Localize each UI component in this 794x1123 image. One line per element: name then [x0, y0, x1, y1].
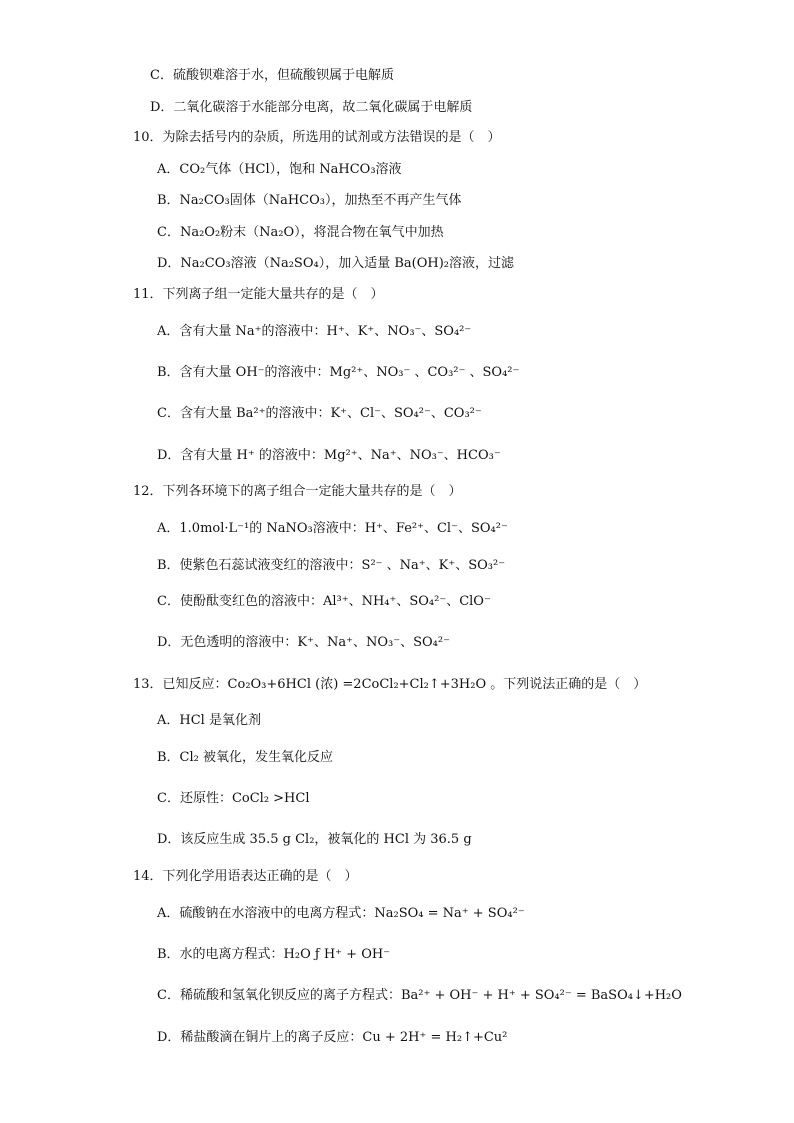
q9-option-d: D．二氧化碳溶于水能部分电离，故二氧化碳属于电解质	[150, 100, 473, 115]
q12-option-a: A．1.0mol·L⁻¹的 NaNO₃溶液中：H⁺、Fe²⁺、Cl⁻、SO₄²⁻	[157, 521, 508, 536]
q14-option-a: A．硫酸钠在水溶液中的电离方程式：Na₂SO₄ = Na⁺ + SO₄²⁻	[157, 906, 525, 921]
q13-option-c: C．还原性：CoCl₂ >HCl	[157, 791, 310, 806]
q11-option-c: C．含有大量 Ba²⁺的溶液中：K⁺、Cl⁻、SO₄²⁻、CO₃²⁻	[157, 406, 482, 421]
q14-option-d: D．稀盐酸滴在铜片上的离子反应：Cu + 2H⁺ = H₂↑+Cu²	[157, 1030, 508, 1045]
q12-option-b: B．使紫色石蕊试液变红的溶液中：S²⁻ 、Na⁺、K⁺、SO₃²⁻	[157, 558, 506, 573]
q12-option-c: C．使酚酞变红色的溶液中：Al³⁺、NH₄⁺、SO₄²⁻、ClO⁻	[157, 594, 491, 609]
q11-stem: 11．下列离子组一定能大量共存的是（ ）	[133, 287, 384, 302]
q12-stem: 12．下列各环境下的离子组合一定能大量共存的是（ ）	[133, 484, 462, 499]
q10-option-a: A．CO₂气体（HCl），饱和 NaHCO₃溶液	[157, 162, 402, 177]
q13-option-b: B．Cl₂ 被氧化，发生氧化反应	[157, 750, 334, 765]
q14-option-b: B．水的电离方程式：H₂O ƒ H⁺ + OH⁻	[157, 947, 391, 962]
q11-option-b: B．含有大量 OH⁻的溶液中：Mg²⁺、NO₃⁻ 、CO₃²⁻ 、SO₄²⁻	[157, 365, 520, 380]
q13-option-d: D．该反应生成 35.5 g Cl₂，被氧化的 HCl 为 36.5 g	[157, 832, 472, 847]
q13-option-a: A．HCl 是氧化剂	[157, 713, 261, 728]
q13-stem: 13．已知反应：Co₂O₃+6HCl (浓) =2CoCl₂+Cl₂↑+3H₂O 。下列说法正确的是（ ）	[133, 677, 647, 692]
q9-option-c: C．硫酸钡难溶于水，但硫酸钡属于电解质	[150, 68, 394, 83]
q11-option-d: D．含有大量 H⁺ 的溶液中：Mg²⁺、Na⁺、NO₃⁻、HCO₃⁻	[157, 448, 501, 463]
q14-stem: 14．下列化学用语表达正确的是（ ）	[133, 869, 358, 884]
q10-option-b: B．Na₂CO₃固体（NaHCO₃），加热至不再产生气体	[157, 193, 462, 208]
q12-option-d: D．无色透明的溶液中：K⁺、Na⁺、NO₃⁻、SO₄²⁻	[157, 635, 450, 650]
q10-stem: 10．为除去括号内的杂质，所选用的试剂或方法错误的是（ ）	[133, 130, 501, 145]
q10-option-c: C．Na₂O₂粉末（Na₂O），将混合物在氧气中加热	[157, 225, 444, 240]
q10-option-d: D．Na₂CO₃溶液（Na₂SO₄），加入适量 Ba(OH)₂溶液，过滤	[157, 256, 514, 271]
q14-option-c: C．稀硫酸和氢氧化钡反应的离子方程式：Ba²⁺ + OH⁻ + H⁺ + SO₄²⁻ = BaSO₄↓+H₂O	[157, 988, 682, 1003]
q11-option-a: A．含有大量 Na⁺的溶液中：H⁺、K⁺、NO₃⁻、SO₄²⁻	[157, 324, 472, 339]
